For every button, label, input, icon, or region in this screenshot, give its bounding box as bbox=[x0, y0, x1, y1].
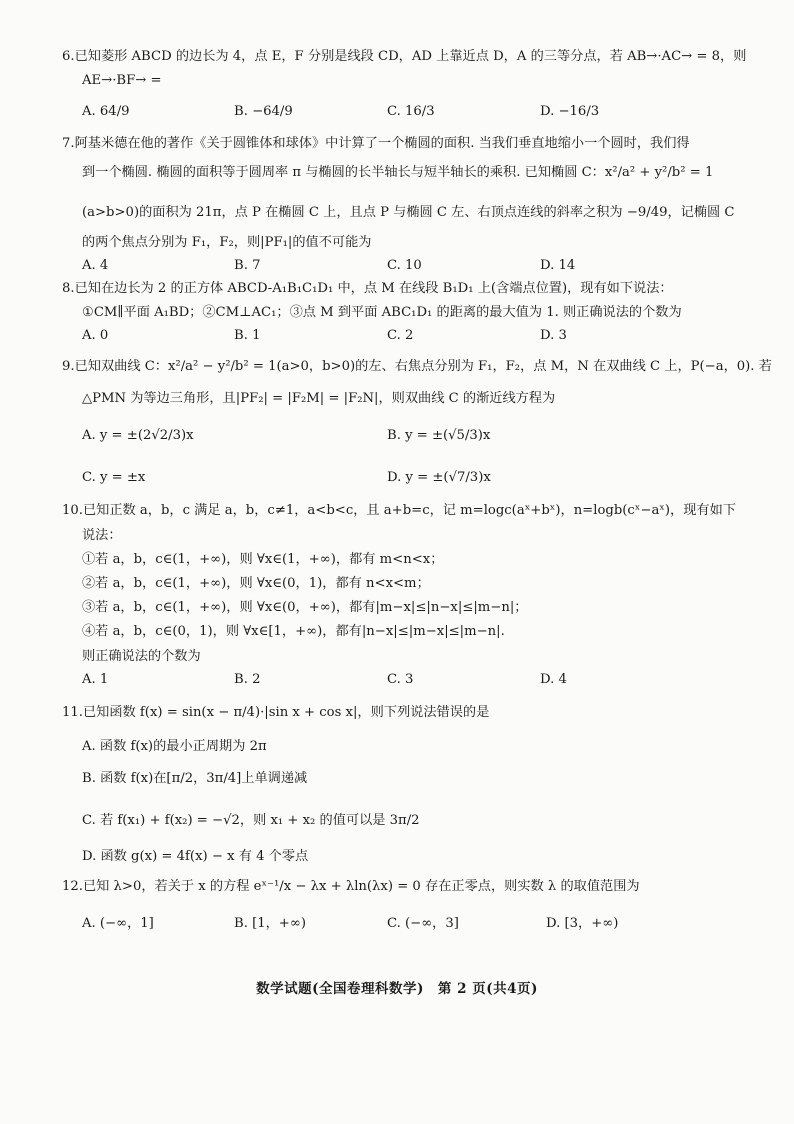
q10-line-5: ③若 a，b，c∈(1，+∞)，则 ∀x∈(0，+∞)，都有|m−x|≤|n−x|≤|m−n|； bbox=[82, 600, 528, 615]
q8-line-1: 8.已知在边长为 2 的正方体 ABCD-A₁B₁C₁D₁ 中，点 M 在线段 B₁D₁ 上(含端点位置)，现有如下说法： bbox=[62, 281, 673, 296]
q9-option-b: B. y = ±(√5/3)x bbox=[387, 428, 491, 443]
q6-option-b: B. −64/9 bbox=[234, 104, 293, 119]
q9-option-d: D. y = ±(√7/3)x bbox=[387, 470, 491, 485]
q8-option-c: C. 2 bbox=[387, 328, 414, 343]
q11-option-c: C. 若 f(x₁) + f(x₂) = −√2，则 x₁ + x₂ 的值可以是 3π/2 bbox=[82, 813, 420, 828]
q6-option-c: C. 16/3 bbox=[387, 104, 435, 119]
q8-option-a: A. 0 bbox=[82, 328, 109, 343]
q12-option-d: D. [3，+∞) bbox=[546, 916, 619, 931]
q12-option-a: A. (−∞，1] bbox=[82, 916, 154, 931]
q11-line-1: 11.已知函数 f(x) = sin(x − π/4)·|sin x + cos x|，则下列说法错误的是 bbox=[62, 705, 490, 720]
q7-line-4: 的两个焦点分别为 F₁，F₂，则|PF₁|的值不可能为 bbox=[82, 235, 372, 250]
q9-option-c: C. y = ±x bbox=[82, 470, 146, 485]
q10-line-4: ②若 a，b，c∈(1，+∞)，则 ∀x∈(0，1)，都有 n<x<m； bbox=[82, 576, 430, 591]
q6-line-1: 6.已知菱形 ABCD 的边长为 4，点 E，F 分别是线段 CD，AD 上靠近点 D，A 的三等分点，若 AB→·AC→ = 8，则 bbox=[62, 49, 747, 64]
q12-option-b: B. [1，+∞) bbox=[234, 916, 306, 931]
q10-option-d: D. 4 bbox=[540, 672, 567, 687]
q8-line-2: ①CM∥平面 A₁BD；②CM⊥AC₁；③点 M 到平面 ABC₁D₁ 的距离的最大值为 1. 则正确说法的个数为 bbox=[82, 305, 682, 320]
q10-line-2: 说法： bbox=[82, 528, 122, 543]
q11-option-b: B. 函数 f(x)在[π/2，3π/4]上单调递减 bbox=[82, 771, 308, 786]
q7-option-c: C. 10 bbox=[387, 258, 422, 273]
q6-option-a: A. 64/9 bbox=[82, 104, 130, 119]
q9-line-2: △PMN 为等边三角形，且|PF₂| = |F₂M| = |F₂N|，则双曲线 C 的渐近线方程为 bbox=[82, 391, 556, 406]
q10-line-1: 10.已知正数 a，b，c 满足 a，b，c≠1，a<b<c，且 a+b=c，记 m=logc(aˣ+bˣ)，n=logb(cˣ−aˣ)，现有如下 bbox=[62, 503, 736, 518]
q10-line-7: 则正确说法的个数为 bbox=[82, 649, 201, 664]
q11-option-d: D. 函数 g(x) = 4f(x) − x 有 4 个零点 bbox=[82, 849, 309, 864]
q7-option-d: D. 14 bbox=[540, 258, 576, 273]
q8-option-b: B. 1 bbox=[234, 328, 261, 343]
page-footer: 数学试题(全国卷理科数学) 第 2 页(共4页) bbox=[256, 981, 538, 997]
q7-option-a: A. 4 bbox=[82, 258, 109, 273]
q7-option-b: B. 7 bbox=[234, 258, 261, 273]
q6-option-d: D. −16/3 bbox=[540, 104, 600, 119]
q12-line-1: 12.已知 λ>0，若关于 x 的方程 eˣ⁻¹/x − λx + λln(λx) = 0 存在正零点，则实数 λ 的取值范围为 bbox=[62, 879, 640, 894]
q10-option-c: C. 3 bbox=[387, 672, 414, 687]
q7-line-3: (a>b>0)的面积为 21π，点 P 在椭圆 C 上，且点 P 与椭圆 C 左、右顶点连线的斜率之积为 −9/49，记椭圆 C bbox=[82, 205, 735, 220]
q10-line-6: ④若 a，b，c∈(0，1)，则 ∀x∈[1，+∞)，都有|n−x|≤|m−x|≤|m−n|. bbox=[82, 624, 505, 639]
q8-option-d: D. 3 bbox=[540, 328, 567, 343]
q9-option-a: A. y = ±(2√2/3)x bbox=[82, 428, 194, 443]
q6-line-2: AE→·BF→ = bbox=[82, 73, 162, 88]
q10-option-b: B. 2 bbox=[234, 672, 261, 687]
q9-line-1: 9.已知双曲线 C：x²/a² − y²/b² = 1(a>0，b>0)的左、右焦点分别为 F₁，F₂，点 M，N 在双曲线 C 上，P(−a，0). 若 bbox=[62, 359, 772, 374]
q10-option-a: A. 1 bbox=[82, 672, 109, 687]
q12-option-c: C. (−∞，3] bbox=[387, 916, 459, 931]
q7-line-2: 到一个椭圆. 椭圆的面积等于圆周率 π 与椭圆的长半轴长与短半轴长的乘积. 已知椭圆 C：x²/a² + y²/b² = 1 bbox=[82, 165, 714, 180]
q7-line-1: 7.阿基米德在他的著作《关于圆锥体和球体》中计算了一个椭圆的面积. 当我们垂直地缩小一个圆时，我们得 bbox=[62, 136, 690, 151]
q11-option-a: A. 函数 f(x)的最小正周期为 2π bbox=[82, 739, 267, 754]
q10-line-3: ①若 a，b，c∈(1，+∞)，则 ∀x∈(1，+∞)，都有 m<n<x； bbox=[82, 552, 444, 567]
